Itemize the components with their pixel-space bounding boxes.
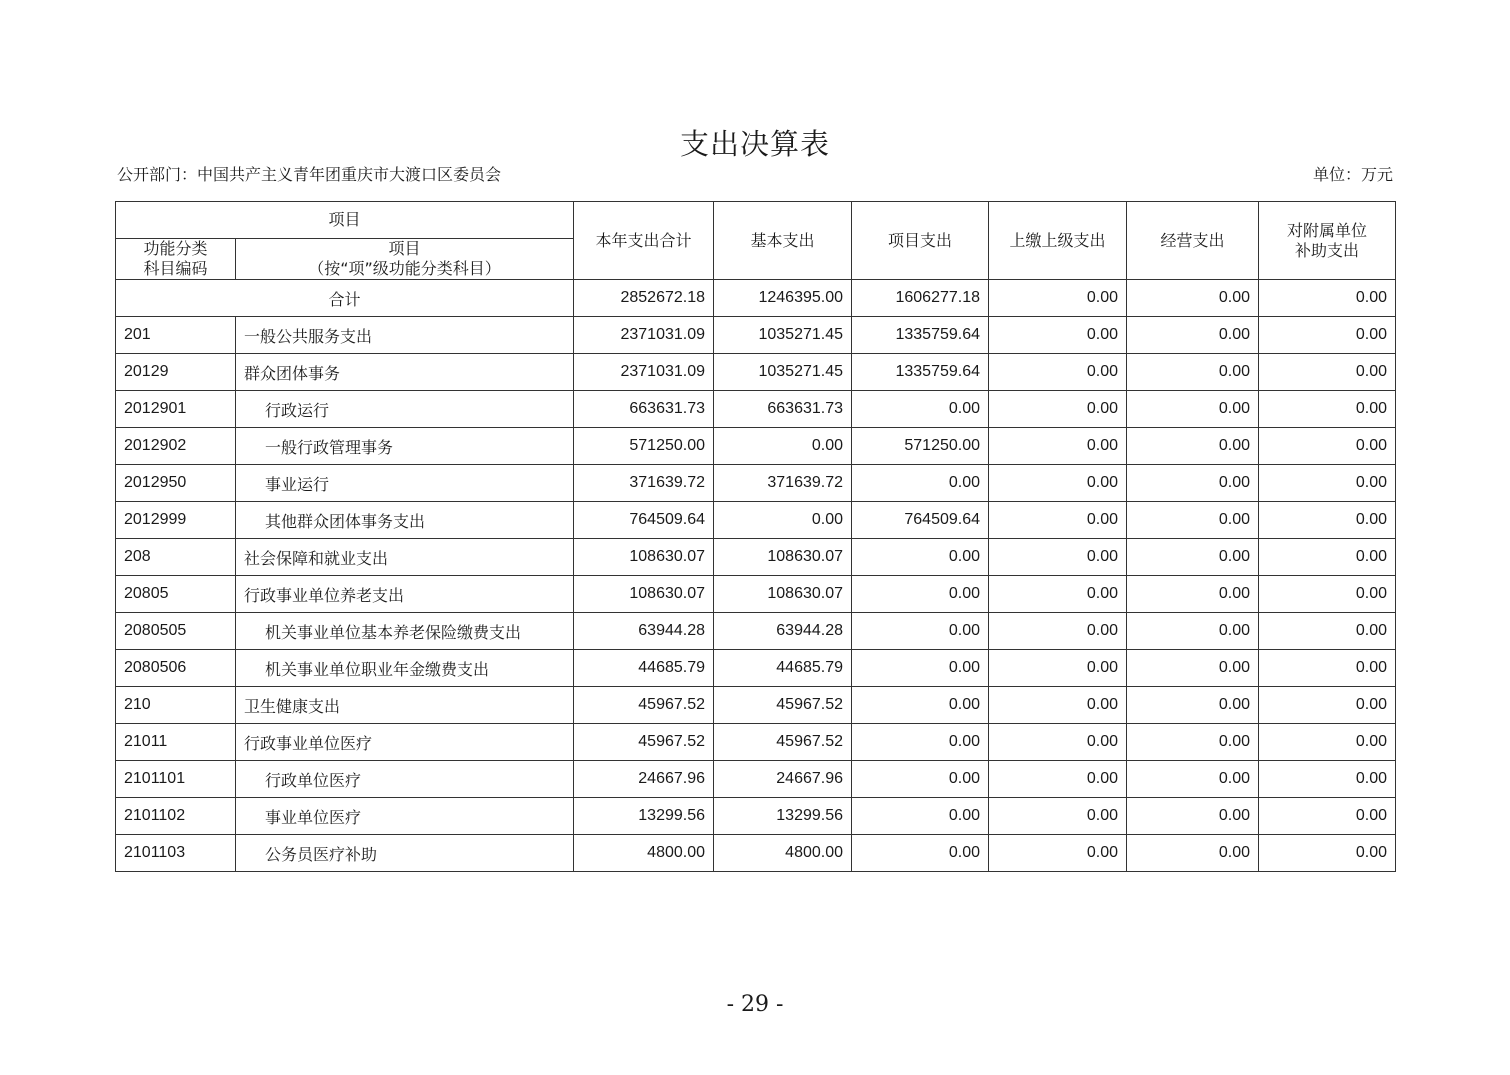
- row-value: 0.00: [1127, 354, 1259, 391]
- row-code: 2101103: [116, 835, 236, 872]
- row-value: 0.00: [1259, 798, 1396, 835]
- row-value: 0.00: [1259, 576, 1396, 613]
- row-value: 1035271.45: [714, 317, 852, 354]
- row-code: 2012950: [116, 465, 236, 502]
- row-value: 0.00: [852, 465, 989, 502]
- row-value: 0.00: [1259, 613, 1396, 650]
- row-value: 0.00: [1259, 539, 1396, 576]
- row-value: 13299.56: [574, 798, 714, 835]
- row-value: 0.00: [714, 502, 852, 539]
- table-row: [116, 687, 1396, 724]
- row-code: 208: [116, 539, 236, 576]
- header-basic: 基本支出: [714, 202, 852, 280]
- row-name: 一般行政管理事务: [236, 428, 574, 465]
- row-value: 0.00: [989, 539, 1127, 576]
- row-value: 45967.52: [574, 687, 714, 724]
- total-value: 2852672.18: [574, 280, 714, 317]
- row-value: 0.00: [852, 798, 989, 835]
- row-code: 2012901: [116, 391, 236, 428]
- row-value: 0.00: [1259, 502, 1396, 539]
- row-value: 0.00: [1259, 428, 1396, 465]
- row-value: 0.00: [1259, 465, 1396, 502]
- row-value: 0.00: [1127, 798, 1259, 835]
- row-value: 63944.28: [714, 613, 852, 650]
- row-name: 卫生健康支出: [236, 687, 574, 724]
- page-number: - 29 -: [726, 992, 784, 1017]
- header-subsidiary: [1259, 202, 1396, 280]
- unit-label: 单位：万元: [1312, 165, 1393, 184]
- row-value: 0.00: [989, 761, 1127, 798]
- row-value: 0.00: [989, 428, 1127, 465]
- table-row: [116, 761, 1396, 798]
- row-value: 0.00: [989, 613, 1127, 650]
- row-value: 0.00: [1127, 724, 1259, 761]
- total-label: 合计: [116, 280, 574, 317]
- row-value: 663631.73: [574, 391, 714, 428]
- row-value: 0.00: [852, 835, 989, 872]
- row-value: 571250.00: [852, 428, 989, 465]
- table-row: [116, 576, 1396, 613]
- row-value: 0.00: [989, 798, 1127, 835]
- table-row: [116, 539, 1396, 576]
- row-value: 0.00: [989, 317, 1127, 354]
- row-value: 0.00: [852, 391, 989, 428]
- row-name: 行政事业单位养老支出: [236, 576, 574, 613]
- row-value: 0.00: [852, 576, 989, 613]
- row-value: 0.00: [989, 391, 1127, 428]
- row-value: 0.00: [852, 650, 989, 687]
- table-row: [116, 613, 1396, 650]
- header-code-line1: 功能分类: [143, 239, 208, 258]
- header-project: 项目支出: [852, 202, 989, 280]
- total-value: 1246395.00: [714, 280, 852, 317]
- row-value: 0.00: [1127, 576, 1259, 613]
- header-subsidiary-line1: 对附属单位: [1287, 220, 1368, 240]
- row-code: 2101101: [116, 761, 236, 798]
- expenditure-table: [115, 201, 1396, 872]
- row-value: 0.00: [1127, 835, 1259, 872]
- row-value: 0.00: [989, 576, 1127, 613]
- row-value: 45967.52: [714, 724, 852, 761]
- row-code: 2080506: [116, 650, 236, 687]
- row-value: 63944.28: [574, 613, 714, 650]
- table-row: [116, 724, 1396, 761]
- row-value: 571250.00: [574, 428, 714, 465]
- row-name: 机关事业单位基本养老保险缴费支出: [236, 613, 574, 650]
- row-value: 44685.79: [714, 650, 852, 687]
- total-value: 1606277.18: [852, 280, 989, 317]
- row-name: 事业单位医疗: [236, 798, 574, 835]
- table-row: [116, 465, 1396, 502]
- row-value: 24667.96: [714, 761, 852, 798]
- row-value: 0.00: [852, 761, 989, 798]
- row-value: 0.00: [1127, 317, 1259, 354]
- row-value: 108630.07: [714, 576, 852, 613]
- total-row: [116, 280, 1396, 317]
- header-name-line1: 项目: [388, 239, 421, 258]
- row-value: 0.00: [1127, 391, 1259, 428]
- row-value: 0.00: [989, 835, 1127, 872]
- row-name: 其他群众团体事务支出: [236, 502, 574, 539]
- row-value: 45967.52: [714, 687, 852, 724]
- row-value: 0.00: [852, 613, 989, 650]
- row-value: 0.00: [1127, 502, 1259, 539]
- row-value: 0.00: [1259, 724, 1396, 761]
- header-subsidiary-line2: 补助支出: [1295, 240, 1360, 260]
- row-value: 1335759.64: [852, 354, 989, 391]
- header-name-line2: （按“项”级功能分类科目）: [308, 259, 501, 278]
- row-name: 公务员医疗补助: [236, 835, 574, 872]
- header-total: 本年支出合计: [574, 202, 714, 280]
- row-value: 0.00: [1127, 428, 1259, 465]
- row-code: 21011: [116, 724, 236, 761]
- total-value: 0.00: [1259, 280, 1396, 317]
- row-value: 0.00: [1127, 761, 1259, 798]
- row-value: 1335759.64: [852, 317, 989, 354]
- table-row: [116, 798, 1396, 835]
- table-row: [116, 650, 1396, 687]
- header-item-group: 项目: [116, 202, 574, 239]
- row-name: 机关事业单位职业年金缴费支出: [236, 650, 574, 687]
- total-value: 0.00: [1127, 280, 1259, 317]
- header-superior: 上缴上级支出: [989, 202, 1127, 280]
- row-value: 0.00: [1259, 317, 1396, 354]
- row-code: 2012902: [116, 428, 236, 465]
- table-row: [116, 317, 1396, 354]
- row-name: 行政事业单位医疗: [236, 724, 574, 761]
- row-value: 0.00: [1127, 687, 1259, 724]
- table-row: [116, 428, 1396, 465]
- table-row: [116, 391, 1396, 428]
- row-value: 1035271.45: [714, 354, 852, 391]
- row-name: 一般公共服务支出: [236, 317, 574, 354]
- row-value: 108630.07: [714, 539, 852, 576]
- row-value: 0.00: [1259, 391, 1396, 428]
- row-value: 4800.00: [574, 835, 714, 872]
- row-code: 201: [116, 317, 236, 354]
- row-code: 210: [116, 687, 236, 724]
- meta-row: [117, 160, 1393, 184]
- row-code: 20805: [116, 576, 236, 613]
- row-name: 社会保障和就业支出: [236, 539, 574, 576]
- row-value: 0.00: [989, 650, 1127, 687]
- row-value: 663631.73: [714, 391, 852, 428]
- row-value: 0.00: [989, 465, 1127, 502]
- row-code: 2080505: [116, 613, 236, 650]
- row-value: 0.00: [1259, 761, 1396, 798]
- row-value: 0.00: [1259, 354, 1396, 391]
- row-name: 行政运行: [236, 391, 574, 428]
- row-code: 20129: [116, 354, 236, 391]
- row-name: 行政单位医疗: [236, 761, 574, 798]
- table-body: [116, 280, 1396, 872]
- row-value: 371639.72: [714, 465, 852, 502]
- header-code: [116, 239, 236, 280]
- row-value: 0.00: [989, 354, 1127, 391]
- header-business: 经营支出: [1127, 202, 1259, 280]
- row-value: 44685.79: [574, 650, 714, 687]
- row-value: 108630.07: [574, 576, 714, 613]
- row-name: 群众团体事务: [236, 354, 574, 391]
- row-value: 0.00: [1127, 650, 1259, 687]
- table-row: [116, 835, 1396, 872]
- row-value: 0.00: [1127, 613, 1259, 650]
- row-name: 事业运行: [236, 465, 574, 502]
- row-value: 2371031.09: [574, 317, 714, 354]
- row-value: 45967.52: [574, 724, 714, 761]
- row-value: 24667.96: [574, 761, 714, 798]
- row-value: 0.00: [714, 428, 852, 465]
- row-value: 2371031.09: [574, 354, 714, 391]
- table-row: [116, 354, 1396, 391]
- row-code: 2101102: [116, 798, 236, 835]
- row-value: 4800.00: [714, 835, 852, 872]
- row-value: 0.00: [1259, 835, 1396, 872]
- row-value: 0.00: [1259, 687, 1396, 724]
- row-value: 0.00: [989, 724, 1127, 761]
- row-value: 108630.07: [574, 539, 714, 576]
- row-value: 0.00: [1259, 650, 1396, 687]
- row-code: 2012999: [116, 502, 236, 539]
- row-value: 0.00: [1127, 465, 1259, 502]
- row-value: 764509.64: [574, 502, 714, 539]
- total-value: 0.00: [989, 280, 1127, 317]
- row-value: 0.00: [852, 724, 989, 761]
- row-value: 0.00: [852, 687, 989, 724]
- row-value: 0.00: [989, 687, 1127, 724]
- row-value: 13299.56: [714, 798, 852, 835]
- document-title: 支出决算表: [679, 127, 830, 161]
- table-row: [116, 502, 1396, 539]
- row-value: 764509.64: [852, 502, 989, 539]
- row-value: 0.00: [1127, 539, 1259, 576]
- row-value: 0.00: [852, 539, 989, 576]
- header-name: [236, 239, 574, 280]
- row-value: 0.00: [989, 502, 1127, 539]
- row-value: 371639.72: [574, 465, 714, 502]
- header-code-line2: 科目编码: [143, 259, 208, 278]
- department-label: 公开部门：中国共产主义青年团重庆市大渡口区委员会: [117, 165, 502, 184]
